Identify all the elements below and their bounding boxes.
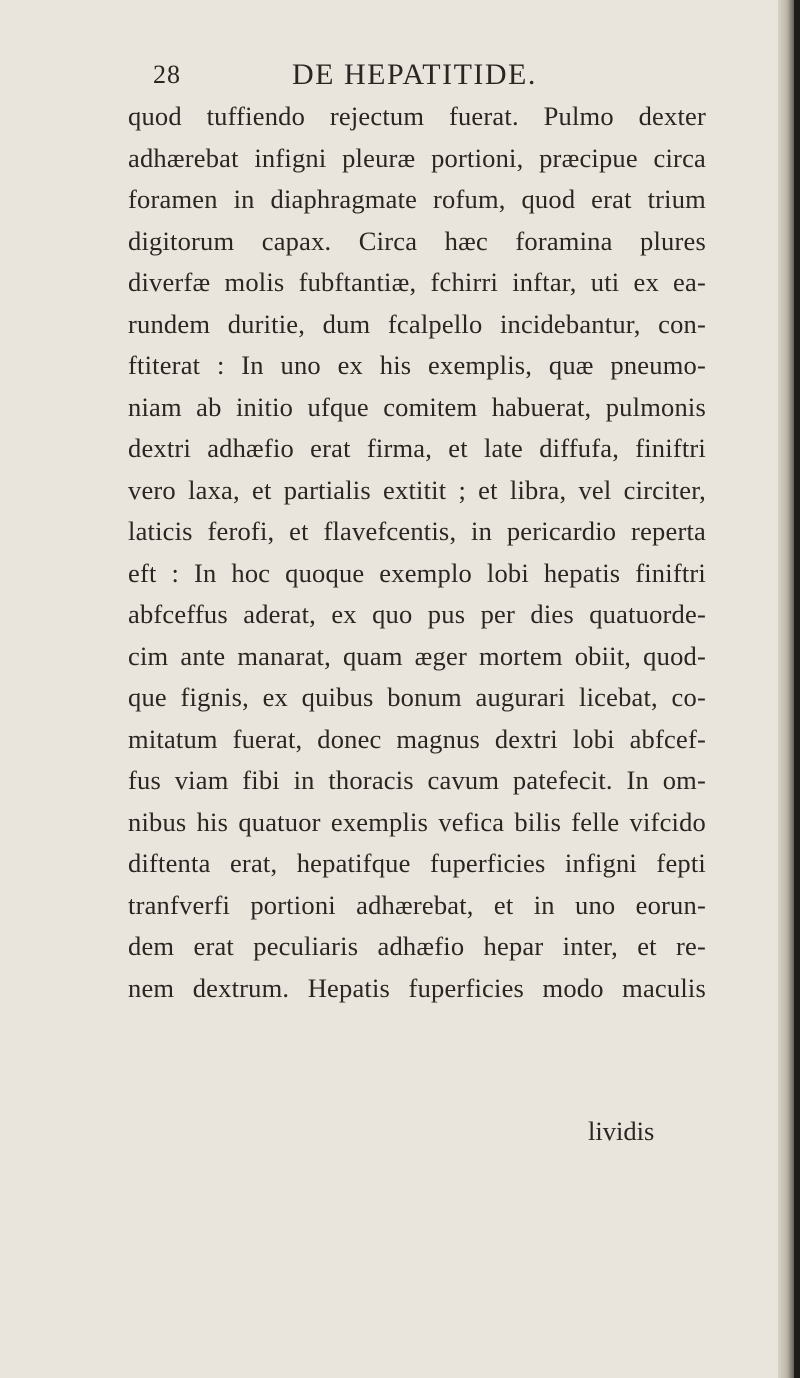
text-line: cim ante manarat, quam æger mortem obiit, quod-	[128, 640, 706, 671]
text-line: vero laxa, et partialis extitit ; et libra, vel circiter,	[128, 474, 706, 505]
binding-edge	[794, 0, 800, 1378]
text-line: rundem duritie, dum fcalpello incidebantur, con-	[128, 308, 706, 339]
text-line: fus viam fibi in thoracis cavum patefecit. In om-	[128, 765, 706, 795]
text-line: laticis ferofi, et flavefcentis, in pericardio reperta	[128, 516, 706, 546]
text-line: eft : In hoc quoque exemplo lobi hepatis finiftri	[128, 557, 706, 588]
running-title: DE HEPATITIDE.	[292, 58, 537, 91]
text-line: tranfverfi portioni adhærebat, et in uno eorun-	[128, 889, 706, 920]
body-text	[128, 96, 706, 1009]
text-line: que fignis, ex quibus bonum augurari licebat, co-	[128, 682, 706, 712]
text-line: adhærebat infigni pleuræ portioni, præcipue circa	[128, 142, 706, 173]
text-line: diftenta erat, hepatifque fuperficies infigni fepti	[128, 848, 706, 878]
page-header	[0, 58, 790, 98]
page-number: 28	[153, 60, 181, 89]
text-line: ftiterat : In uno ex his exemplis, quæ pneumo-	[128, 350, 706, 380]
text-line: mitatum fuerat, donec magnus dextri lobi abfcef-	[128, 723, 706, 754]
text-line: diverfæ molis fubftantiæ, fchirri inftar, uti ex ea-	[128, 267, 706, 297]
text-line: digitorum capax. Circa hæc foramina plures	[128, 225, 706, 256]
text-line: dextri adhæfio erat firma, et late diffufa, finiftri	[128, 433, 706, 463]
text-line: niam ab initio ufque comitem habuerat, pulmonis	[128, 391, 706, 422]
text-line: abfceffus aderat, ex quo pus per dies quatuorde-	[128, 599, 706, 629]
text-line: dem erat peculiaris adhæfio hepar inter, et re-	[128, 931, 706, 961]
text-line: foramen in diaphragmate rofum, quod erat trium	[128, 184, 706, 214]
text-line: quod tuffiendo rejectum fuerat. Pulmo dexter	[128, 101, 706, 131]
text-line: nem dextrum. Hepatis fuperficies modo maculis	[128, 972, 706, 1003]
text-line: nibus his quatuor exemplis vefica bilis felle vifcido	[128, 806, 706, 837]
catchword: lividis	[588, 1116, 655, 1146]
